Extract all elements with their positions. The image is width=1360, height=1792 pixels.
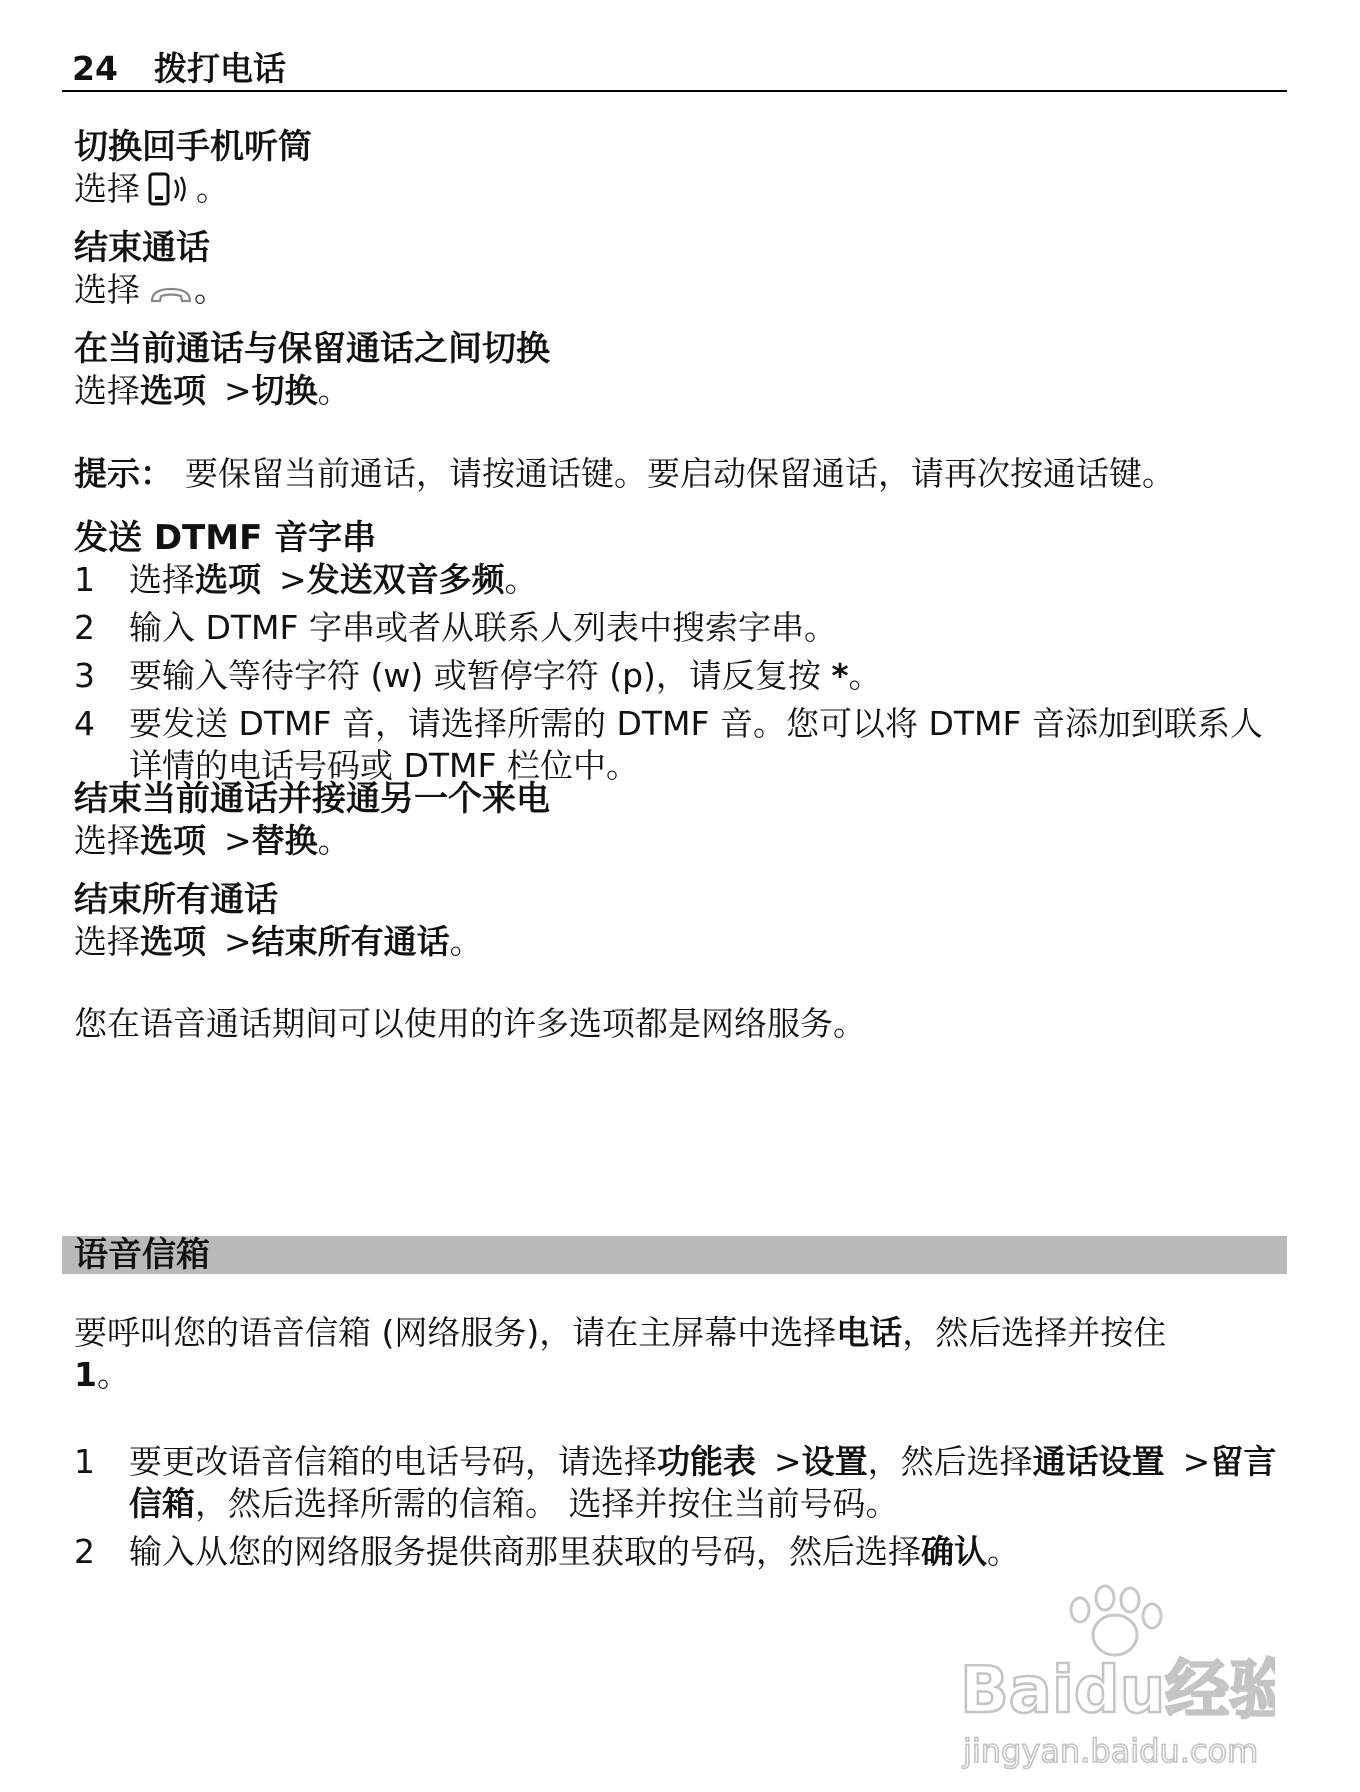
list-item: 1 选择选项 >发送双音多频。 xyxy=(74,560,538,599)
voicemail-steps xyxy=(74,1441,1284,1579)
list-item: 2 输入 DTMF 字串或者从联系人列表中搜索字串。 xyxy=(74,608,838,647)
section-heading: 在当前通话与保留通话之间切换 xyxy=(74,329,550,369)
paw-icon xyxy=(1071,1586,1161,1655)
tip xyxy=(74,453,1284,495)
list-item: 1 要更改语音信箱的电话号码，请选择功能表 >设置，然后选择通话设置 >留言信箱，然后选择所需的信箱。 选择并按住当前号码。 xyxy=(74,1442,1277,1523)
section-switch xyxy=(74,328,1284,412)
page-header xyxy=(62,48,1287,92)
handset-icon xyxy=(148,172,196,216)
end-call-icon xyxy=(148,277,194,319)
list-item: 3 要输入等待字符 (w) 或暂停字符 (p)，请反复按 *。 xyxy=(74,656,882,695)
voicemail-intro: 要呼叫您的语音信箱 (网络服务)，请在主屏幕中选择电话，然后选择并按住 1。 xyxy=(74,1313,1167,1394)
section-dtmf xyxy=(74,517,1284,559)
section-body: 选择 。 xyxy=(74,269,1284,319)
chapter-title: 拨打电话 xyxy=(154,49,286,88)
section-heading: 语音信箱 xyxy=(74,1235,210,1275)
section-heading: 结束当前通话并接通另一个来电 xyxy=(74,779,550,819)
svg-text:jingyan.baidu.com: jingyan.baidu.com xyxy=(963,1732,1259,1770)
section-body: 选择 。 xyxy=(74,168,1284,216)
section-end-all xyxy=(74,879,1284,963)
tip-label: 提示： xyxy=(74,454,173,493)
tip-text: 要保留当前通话，请按通话键。要启动保留通话，请再次按通话键。 xyxy=(185,454,1175,493)
section-end-call xyxy=(74,227,1284,319)
dtmf-steps xyxy=(74,559,1284,793)
list-item: 4 要发送 DTMF 音，请选择所需的 DTMF 音。您可以将 DTMF 音添加到联系人详情的电话号码或 DTMF 栏位中。 xyxy=(74,704,1264,785)
section-heading: 结束所有通话 xyxy=(74,880,278,920)
section-handset xyxy=(74,126,1284,216)
section-heading: 结束通话 xyxy=(74,228,210,268)
section-body: 选择选项 >替换。 xyxy=(74,821,351,860)
section-bar-voicemail xyxy=(62,1236,1287,1274)
section-heading: 切换回手机听筒 xyxy=(74,127,312,167)
network-note: 您在语音通话期间可以使用的许多选项都是网络服务。 xyxy=(74,1004,866,1043)
section-body: 选择选项 >切换。 xyxy=(74,371,351,410)
baidu-watermark xyxy=(955,1580,1275,1780)
svg-text:Baidu经验: Baidu经验 xyxy=(960,1654,1275,1728)
section-body: 选择选项 >结束所有通话。 xyxy=(74,922,483,961)
section-replace xyxy=(74,778,1284,862)
page-number: 24 xyxy=(72,49,118,88)
list-item: 2 输入从您的网络服务提供商那里获取的号码，然后选择确认。 xyxy=(74,1532,1020,1571)
section-heading: 发送 DTMF 音字串 xyxy=(74,518,377,558)
